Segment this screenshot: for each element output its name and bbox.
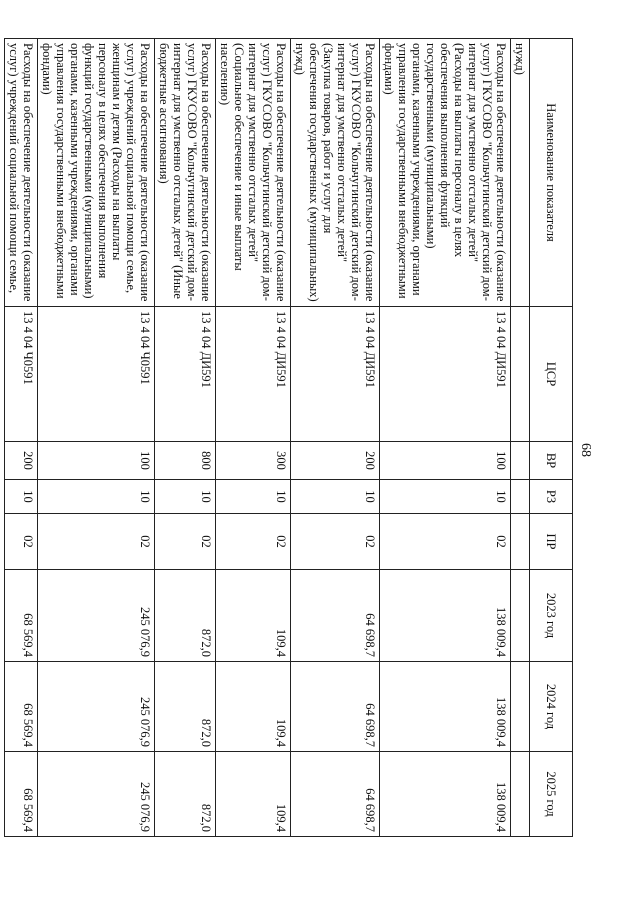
table-row — [216, 39, 291, 837]
cell-2025: 64 698,7 — [291, 752, 380, 837]
cell-vr: 300 — [216, 442, 291, 480]
cell-vr: 200 — [5, 442, 38, 480]
cell-empty — [511, 307, 530, 442]
cell-name: Расходы на обеспечение деятельности (оказание услуг) ГКУСОВО "Кольчугинский детский дом-интернат для умственно отсталых детей" (Закупка товаров, работ и услуг для обеспечения государственных (муниципальных) нужд) — [291, 39, 380, 307]
page-number: 68 — [578, 443, 593, 457]
cell-empty — [511, 662, 530, 752]
cell-pr: 02 — [291, 514, 380, 570]
cell-csr: 13 4 04 ДИ591 — [291, 307, 380, 442]
cell-csr: 13 4 04 Ч0591 — [5, 307, 38, 442]
cell-rz: 10 — [291, 480, 380, 514]
cell-2024: 138 009,4 — [380, 662, 511, 752]
cell-pr: 02 — [380, 514, 511, 570]
cell-rz: 10 — [380, 480, 511, 514]
cell-csr: 13 4 04 Ч0591 — [38, 307, 155, 442]
budget-table — [4, 38, 573, 837]
cell-pr: 02 — [38, 514, 155, 570]
cell-name: Расходы на обеспечение деятельности (оказание услуг) учреждений социальной помощи семье, женщинам и детям (Расходы на выплаты персоналу в целях обеспечения выполнения функций государственными (муниципальными) органами, казенными учреждениями, органами управления государственными внебюджетными фондами) — [38, 39, 155, 307]
cell-2023: 872,0 — [155, 570, 216, 662]
cell-name: Расходы на обеспечение деятельности (оказание услуг) учреждений социальной помощи семье, — [5, 39, 38, 307]
header-2025: 2025 год — [530, 752, 573, 837]
cell-pr: 02 — [5, 514, 38, 570]
cell-2023: 68 569,4 — [5, 570, 38, 662]
cell-vr: 800 — [155, 442, 216, 480]
table-header-row — [530, 39, 573, 837]
cell-name: Расходы на обеспечение деятельности (оказание услуг) ГКУСОВО "Кольчугинский детский дом-интернат для умственно отсталых детей" (Иные бюджетные ассигнования) — [155, 39, 216, 307]
cell-empty — [511, 442, 530, 480]
cell-rz: 10 — [38, 480, 155, 514]
table-row — [291, 39, 380, 837]
cell-empty — [511, 514, 530, 570]
cell-2023: 109,4 — [216, 570, 291, 662]
cell-2024: 109,4 — [216, 662, 291, 752]
cell-2024: 245 076,9 — [38, 662, 155, 752]
cell-2023: 138 009,4 — [380, 570, 511, 662]
cell-2023: 245 076,9 — [38, 570, 155, 662]
table-row — [155, 39, 216, 837]
cell-2025: 872,0 — [155, 752, 216, 837]
cell-rz: 10 — [216, 480, 291, 514]
cell-pr: 02 — [216, 514, 291, 570]
cell-csr: 13 4 04 ДИ591 — [216, 307, 291, 442]
cell-vr: 100 — [38, 442, 155, 480]
table-row — [380, 39, 511, 837]
cell-fragment: нужд) — [511, 39, 530, 307]
table-row — [5, 39, 38, 837]
cell-2023: 64 698,7 — [291, 570, 380, 662]
header-csr: ЦСР — [530, 307, 573, 442]
rotated-page-content — [7, 38, 573, 836]
cell-2025: 68 569,4 — [5, 752, 38, 837]
header-name: Наименование показателя — [530, 39, 573, 307]
cell-2024: 872,0 — [155, 662, 216, 752]
cell-name: Расходы на обеспечение деятельности (оказание услуг) ГКУСОВО "Кольчугинский детский дом-интернат для умственно отсталых детей" (Социальное обеспечение и иные выплаты населению) — [216, 39, 291, 307]
header-rz: РЗ — [530, 480, 573, 514]
cell-2025: 138 009,4 — [380, 752, 511, 837]
cell-2024: 68 569,4 — [5, 662, 38, 752]
table-row — [38, 39, 155, 837]
cell-2024: 64 698,7 — [291, 662, 380, 752]
header-2024: 2024 год — [530, 662, 573, 752]
cell-name: Расходы на обеспечение деятельности (оказание услуг) ГКУСОВО "Кольчугинский детский дом-интернат для умственно отсталых детей" (Расходы на выплаты персоналу в целях обеспечения выполнения функций государственными (муниципальными) органами, казенными учреждениями, органами управления государственными внебюджетными фондами) — [380, 39, 511, 307]
cell-empty — [511, 480, 530, 514]
cell-2025: 109,4 — [216, 752, 291, 837]
cell-rz: 10 — [155, 480, 216, 514]
cell-2025: 245 076,9 — [38, 752, 155, 837]
header-vr: ВР — [530, 442, 573, 480]
cell-csr: 13 4 04 ДИ591 — [380, 307, 511, 442]
cell-vr: 100 — [380, 442, 511, 480]
cell-empty — [511, 752, 530, 837]
cell-pr: 02 — [155, 514, 216, 570]
cell-rz: 10 — [5, 480, 38, 514]
table-row-fragment — [511, 39, 530, 837]
cell-empty — [511, 570, 530, 662]
header-2023: 2023 год — [530, 570, 573, 662]
header-pr: ПР — [530, 514, 573, 570]
cell-csr: 13 4 04 ДИ591 — [155, 307, 216, 442]
cell-vr: 200 — [291, 442, 380, 480]
